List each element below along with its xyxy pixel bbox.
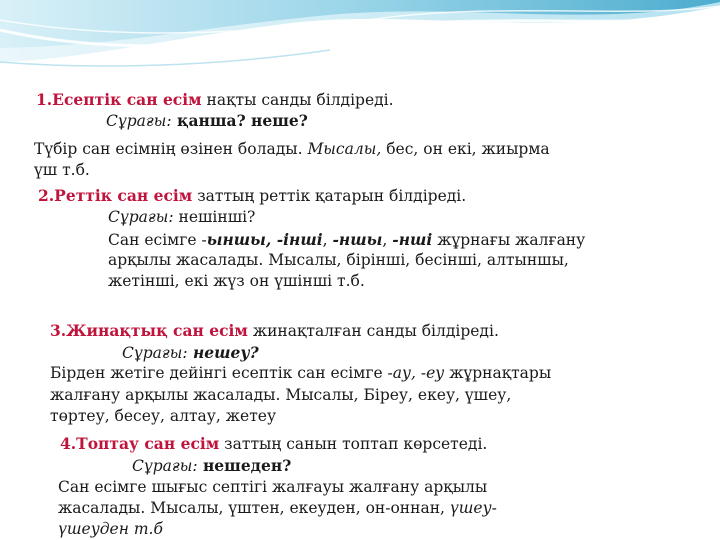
section-1-heading: 1.Есептік сан есім <box>36 90 202 109</box>
section-2-heading-rest: заттың реттік қатарын білдіреді. <box>192 187 467 205</box>
section-2-question-value: нешінші? <box>173 208 256 226</box>
section-2-suffix-2: -ншы <box>332 230 383 249</box>
section-2-body-line-3: жетінші, екі жүз он үшінші т.б. <box>108 272 365 290</box>
section-3-heading: 3.Жинақтық сан есім <box>50 321 248 340</box>
section-2-heading: 2.Реттік сан есім <box>38 186 193 205</box>
section-3-question-value: нешеу? <box>187 343 259 362</box>
section-3-body-line-2: жалғану арқылы жасалады. Мысалы, Біреу, екеу, үшеу, <box>50 386 512 404</box>
section-1-question <box>106 110 308 132</box>
section-4-body-text: жасалады. Мысалы, үштен, екеуден, он-оннан, <box>58 499 450 517</box>
section-2-body-tail: жұрнағы жалғану <box>432 231 586 249</box>
section-1-body-text: Түбір сан есімнің өзінен болады. <box>34 140 308 158</box>
section-3-question-label: Сұрағы: <box>122 344 188 362</box>
section-2-question <box>108 207 255 228</box>
section-3-body-text: Бірден жетіге дейінгі есептік сан есімге - <box>50 364 393 382</box>
section-4-body-line-2 <box>58 498 497 519</box>
section-1-question-value: қанша? неше? <box>171 111 308 130</box>
section-3-question <box>122 342 259 364</box>
section-4-question-label: Сұрағы: <box>132 457 198 475</box>
section-4-question <box>132 455 291 477</box>
section-1-body-line-2: үш т.б. <box>34 161 90 179</box>
section-3-body-tail: жұрнақтары <box>444 364 552 382</box>
section-1-question-label: Сұрағы: <box>106 112 172 130</box>
section-2-body-line-2: арқылы жасалады. Мысалы, бірінші, бесінші, алтыншы, <box>108 251 569 269</box>
section-4-heading: 4.Топтау сан есім <box>60 434 220 453</box>
section-1-example-text: бес, он екі, жиырма <box>381 140 550 158</box>
section-1-heading-line <box>36 89 394 111</box>
section-4-heading-rest: заттың санын топтап көрсетеді. <box>219 435 488 453</box>
section-2-body-line-1 <box>108 229 585 251</box>
section-3-heading-rest: жинақталған санды білдіреді. <box>247 322 499 340</box>
section-4-body-line-3: үшеуден т.б <box>58 520 163 538</box>
section-4-question-value: нешеден? <box>197 456 292 475</box>
header-wave-decoration <box>0 0 720 80</box>
section-1-body-line-1 <box>34 139 550 160</box>
section-3-suffixes: ау, -еу <box>392 364 445 382</box>
section-4-heading-line <box>60 433 487 455</box>
section-3-body-line-3: төртеу, бесеу, алтау, жетеу <box>50 407 277 425</box>
section-2-question-label: Сұрағы: <box>108 208 174 226</box>
section-4-example-italic: үшеу- <box>449 499 497 517</box>
section-3-body-line-1 <box>50 363 551 384</box>
section-1-example-label: Мысалы, <box>307 140 382 158</box>
section-2-comma-2: , <box>382 231 393 249</box>
section-2-body-text: Сан есімге - <box>108 231 207 249</box>
section-2-suffix-1: ыншы, -інші <box>206 230 323 249</box>
section-1-heading-rest: нақты санды білдіреді. <box>201 91 394 109</box>
section-2-suffix-3: -нші <box>392 230 433 249</box>
section-2-comma-1: , <box>322 231 333 249</box>
section-3-heading-line <box>50 320 499 342</box>
section-4-body-line-1: Сан есімге шығыс септігі жалғауы жалғану арқылы <box>58 478 488 496</box>
section-2-heading-line <box>38 185 466 207</box>
